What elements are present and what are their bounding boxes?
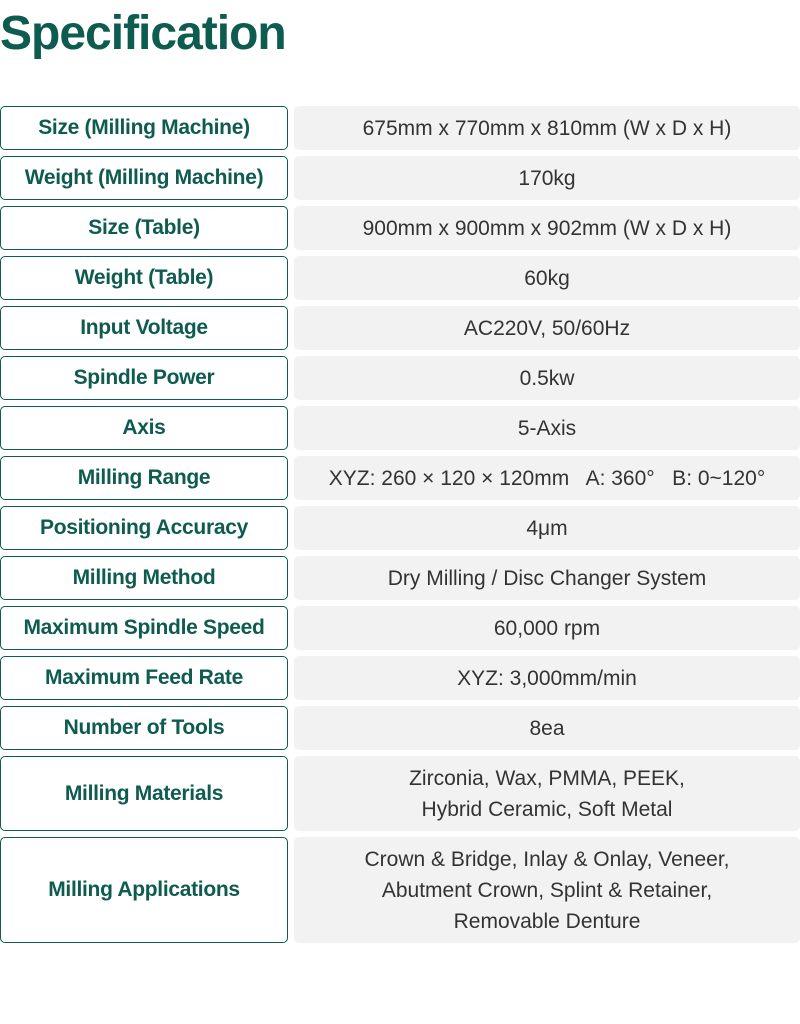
spec-value bbox=[294, 456, 800, 500]
spec-value bbox=[294, 506, 800, 550]
spec-value-line: AC220V, 50/60Hz bbox=[463, 316, 631, 340]
spec-row bbox=[0, 206, 800, 250]
spec-row bbox=[0, 306, 800, 350]
spec-value bbox=[294, 556, 800, 600]
spec-label: Milling Method bbox=[0, 556, 288, 600]
spec-value-line: 675mm x 770mm x 810mm (W x D x H) bbox=[362, 116, 732, 140]
spec-value-line: 5-Axis bbox=[517, 416, 577, 440]
spec-value bbox=[294, 356, 800, 400]
spec-value-line: Hybrid Ceramic, Soft Metal bbox=[421, 797, 673, 821]
spec-label: Size (Milling Machine) bbox=[0, 106, 288, 150]
spec-row bbox=[0, 506, 800, 550]
spec-label: Positioning Accuracy bbox=[0, 506, 288, 550]
spec-value bbox=[294, 256, 800, 300]
spec-row bbox=[0, 106, 800, 150]
spec-label: Maximum Spindle Speed bbox=[0, 606, 288, 650]
spec-value-line: 8ea bbox=[529, 716, 565, 740]
spec-value-line: Abutment Crown, Splint & Retainer, bbox=[381, 878, 713, 902]
spec-value bbox=[294, 156, 800, 200]
spec-row bbox=[0, 756, 800, 831]
spec-label: Input Voltage bbox=[0, 306, 288, 350]
spec-table bbox=[0, 106, 800, 943]
spec-value-line: 4μm bbox=[526, 516, 568, 540]
spec-value-line: 60kg bbox=[524, 266, 570, 290]
spec-row bbox=[0, 606, 800, 650]
spec-value bbox=[294, 837, 800, 943]
spec-value-line: 900mm x 900mm x 902mm (W x D x H) bbox=[362, 216, 732, 240]
spec-value bbox=[294, 206, 800, 250]
spec-value-line: Zirconia, Wax, PMMA, PEEK, bbox=[409, 766, 685, 790]
spec-row bbox=[0, 656, 800, 700]
spec-label: Maximum Feed Rate bbox=[0, 656, 288, 700]
spec-value-line: 60,000 rpm bbox=[493, 616, 601, 640]
spec-value-line: XYZ: 3,000mm/min bbox=[457, 666, 637, 690]
page-title: Specification bbox=[0, 7, 286, 60]
spec-value bbox=[294, 656, 800, 700]
spec-value-line: Removable Denture bbox=[453, 909, 641, 933]
spec-row bbox=[0, 256, 800, 300]
spec-label: Spindle Power bbox=[0, 356, 288, 400]
spec-label: Weight (Table) bbox=[0, 256, 288, 300]
spec-value-line: Dry Milling / Disc Changer System bbox=[387, 566, 707, 590]
spec-value-line: 0.5kw bbox=[519, 366, 575, 390]
spec-label: Milling Materials bbox=[0, 756, 288, 831]
spec-value-line: Crown & Bridge, Inlay & Onlay, Veneer, bbox=[364, 847, 730, 871]
spec-value bbox=[294, 756, 800, 831]
spec-label: Milling Range bbox=[0, 456, 288, 500]
spec-value bbox=[294, 706, 800, 750]
spec-row bbox=[0, 156, 800, 200]
spec-label: Size (Table) bbox=[0, 206, 288, 250]
spec-row bbox=[0, 406, 800, 450]
spec-value bbox=[294, 306, 800, 350]
spec-row bbox=[0, 456, 800, 500]
spec-row bbox=[0, 706, 800, 750]
spec-label: Milling Applications bbox=[0, 837, 288, 943]
spec-label: Number of Tools bbox=[0, 706, 288, 750]
spec-value bbox=[294, 406, 800, 450]
spec-value bbox=[294, 606, 800, 650]
spec-row bbox=[0, 837, 800, 943]
spec-row bbox=[0, 356, 800, 400]
spec-value bbox=[294, 106, 800, 150]
spec-row bbox=[0, 556, 800, 600]
spec-label: Weight (Milling Machine) bbox=[0, 156, 288, 200]
spec-value-line: 170kg bbox=[518, 166, 576, 190]
spec-label: Axis bbox=[0, 406, 288, 450]
spec-value-line: XYZ: 260 × 120 × 120mm A: 360° B: 0~120° bbox=[328, 466, 766, 490]
